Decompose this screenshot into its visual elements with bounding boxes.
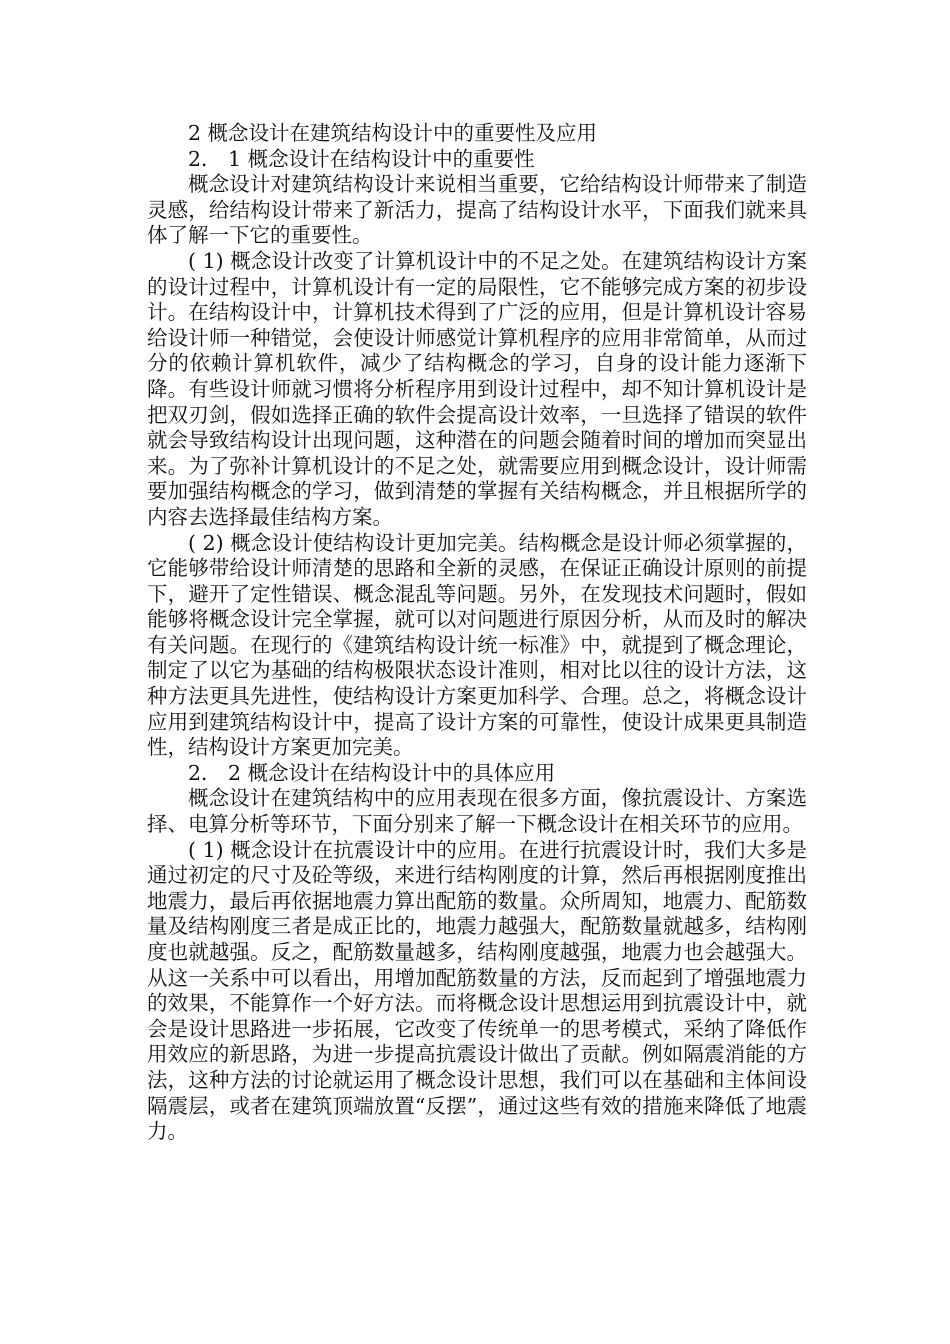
document-page (147, 121, 807, 1145)
subsection-heading: 2． 1 概念设计在结构设计中的重要性 (188, 146, 535, 171)
body-paragraph: ( 2) 概念设计使结构设计更加完美。结构概念是设计师必须掌握的，它能够带给设计师清楚的思路和全新的灵感，在保证正确设计原则的前提下，避开了定性错误、概念混乱等问题。另外，在发现技术问题时，假如能够将概念设计完全掌握，就可以对问题进行原因分析，从而及时的解决有关问题。在现行的《建筑结构设计统一标准》中，就提到了概念理论，制定了以它为基础的结构极限状态设计准则，相对比以往的设计方法，这种方法更具先进性，使结构设计方案更加科学、合理。总之，将概念设计应用到建筑结构设计中，提高了设计方案的可靠性，使设计成果更具制造性，结构设计方案更加完美。 (147, 530, 807, 760)
body-paragraph: 概念设计在建筑结构中的应用表现在很多方面，像抗震设计、方案选择、电算分析等环节，下面分别来了解一下概念设计在相关环节的应用。 (147, 786, 807, 837)
body-paragraph: 概念设计对建筑结构设计来说相当重要，它给结构设计师带来了制造灵感，给结构设计带来了新活力，提高了结构设计水平，下面我们就来具体了解一下它的重要性。 (147, 172, 807, 248)
body-paragraph: ( 1) 概念设计在抗震设计中的应用。在进行抗震设计时，我们大多是通过初定的尺寸及砼等级，来进行结构刚度的计算，然后再根据刚度推出地震力，最后再依据地震力算出配筋的数量。众所周知，地震力、配筋数量及结构刚度三者是成正比的，地震力越强大，配筋数量就越多，结构刚度也就越强。反之，配筋数量越多，结构刚度越强，地震力也会越强大。从这一关系中可以看出，用增加配筋数量的方法，反而起到了增强地震力的效果，不能算作一个好方法。而将概念设计思想运用到抗震设计中，就会是设计思路进一步拓展，它改变了传统单一的思考模式，采纳了降低作用效应的新思路，为进一步提高抗震设计做出了贡献。例如隔震消能的方法，这种方法的讨论就运用了概念设计思想，我们可以在基础和主体间设隔震层，或者在建筑顶端放置“反摆”，通过这些有效的措施来降低了地震力。 (147, 837, 807, 1144)
section-heading: 2 概念设计在建筑结构设计中的重要性及应用 (188, 121, 598, 145)
subsection-heading: 2． 2 概念设计在结构设计中的具体应用 (188, 760, 556, 785)
body-paragraph: ( 1) 概念设计改变了计算机设计中的不足之处。在建筑结构设计方案的设计过程中，计算机设计有一定的局限性，它不能够完成方案的初步设计。在结构设计中，计算机技术得到了广泛的应用，但是计算机设计容易给设计师一种错觉，会使设计师感觉计算机程序的应用非常简单，从而过分的依赖计算机软件，减少了结构概念的学习，自身的设计能力逐渐下降。有些设计师就习惯将分析程序用到设计过程中，却不知计算机设计是把双刃剑，假如选择正确的软件会提高设计效率，一旦选择了错误的软件就会导致结构设计出现问题，这种潜在的问题会随着时间的增加而突显出来。为了弥补计算机设计的不足之处，就需要应用到概念设计，设计师需要加强结构概念的学习，做到清楚的掌握有关结构概念，并且根据所学的内容去选择最佳结构方案。 (147, 248, 807, 529)
